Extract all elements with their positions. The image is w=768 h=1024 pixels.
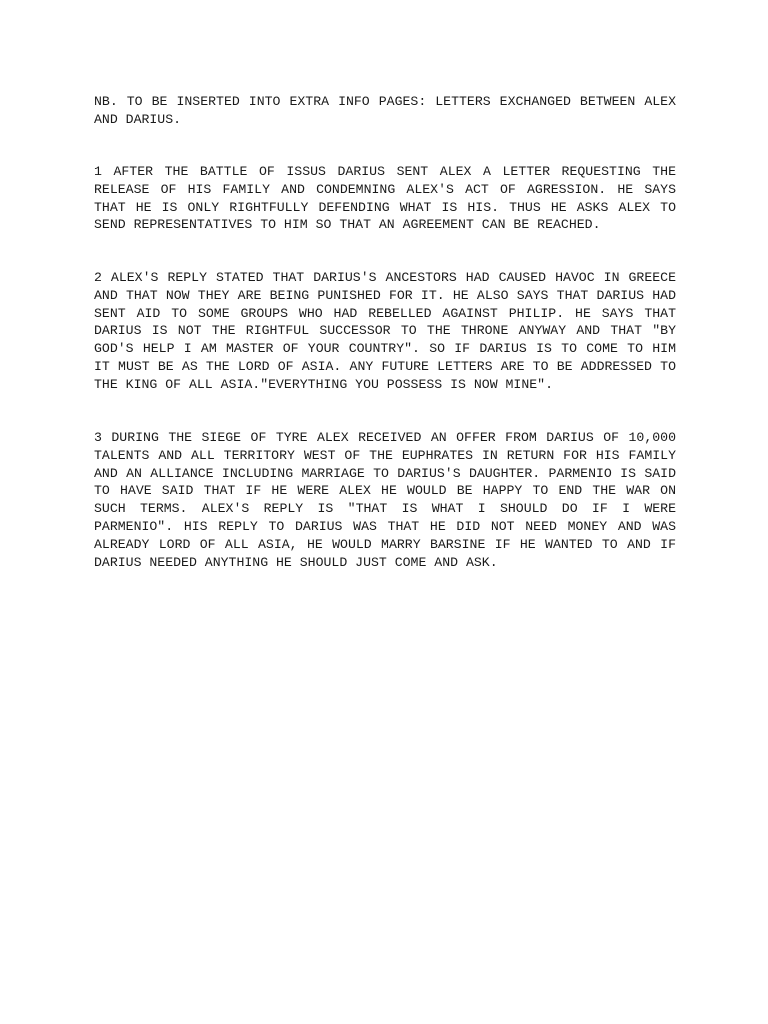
header-note: NB. TO BE INSERTED INTO EXTRA INFO PAGES: LETTERS EXCHANGED BETWEEN ALEX AND DARIUS. [94, 94, 676, 127]
paragraph-2: 2 ALEX'S REPLY STATED THAT DARIUS'S ANCESTORS HAD CAUSED HAVOC IN GREECE AND THAT NOW THEY ARE BEING PUNISHED FOR IT. HE ALSO SAYS THAT DARIUS HAD SENT AID TO SOME GROUPS WHO HAD REBELLED AGAINST PHILIP. HE SAYS THAT DARIUS IS NOT THE RIGHTFUL SUCCESSOR TO THE THRONE ANYWAY AND THAT "BY GOD'S HELP I AM MASTER OF YOUR COUNTRY". SO IF DARIUS IS TO COME TO HIM IT MUST BE AS THE LORD OF ASIA. ANY FUTURE LETTERS ARE TO BE ADDRESSED TO THE KING OF ALL ASIA."EVERYTHING YOU POSSESS IS NOW MINE". [94, 270, 676, 392]
paragraph-3: 3 DURING THE SIEGE OF TYRE ALEX RECEIVED AN OFFER FROM DARIUS OF 10,000 TALENTS AND ALL TERRITORY WEST OF THE EUPHRATES IN RETURN FOR HIS FAMILY AND AN ALLIANCE INCLUDING MARRIAGE TO DARIUS'S DAUGHTER. PARMENIO IS SAID TO HAVE SAID THAT IF HE WERE ALEX HE WOULD BE HAPPY TO END THE WAR ON SUCH TERMS. ALEX'S REPLY IS "THAT IS WHAT I SHOULD DO IF I WERE PARMENIO". HIS REPLY TO DARIUS WAS THAT HE DID NOT NEED MONEY AND WAS ALREADY LORD OF ALL ASIA, HE WOULD MARRY BARSINE IF HE WANTED TO AND IF DARIUS NEEDED ANYTHING HE SHOULD JUST COME AND ASK. [94, 430, 676, 570]
paragraph-1: 1 AFTER THE BATTLE OF ISSUS DARIUS SENT ALEX A LETTER REQUESTING THE RELEASE OF HIS FAMILY AND CONDEMNING ALEX'S ACT OF AGRESSION. HE SAYS THAT HE IS ONLY RIGHTFULLY DEFENDING WHAT IS HIS. THUS HE ASKS ALEX TO SEND REPRESENTATIVES TO HIM SO THAT AN AGREEMENT CAN BE REACHED. [94, 164, 676, 233]
